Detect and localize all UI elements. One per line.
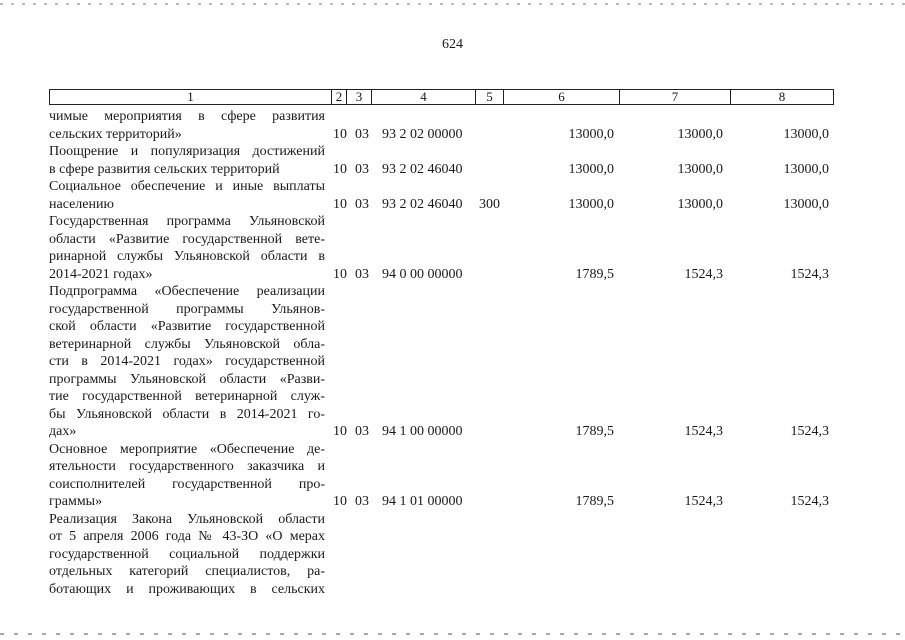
- row-cell-c2: 10: [333, 126, 347, 142]
- row-cell-c2: 10: [333, 196, 347, 212]
- row-description-line: программы Ульяновской области «Разви-: [49, 371, 325, 387]
- row-description-line: сти в 2014-2021 годах» государственной: [49, 354, 325, 369]
- row-description-line: населению: [49, 196, 114, 212]
- row-cell-c4: 93 2 02 46040: [382, 161, 463, 177]
- row-cell-c3: 03: [355, 126, 369, 142]
- row-cell-c8: 13000,0: [783, 161, 829, 177]
- row-cell-c8: 13000,0: [783, 126, 829, 142]
- row-cell-c7: 13000,0: [677, 161, 723, 177]
- row-description-line: государственной программы Ульянов-: [49, 301, 325, 317]
- row-description-line: Реализация Закона Ульяновской области: [49, 511, 325, 527]
- row-description-line: государственной социальной поддержки: [49, 546, 325, 562]
- header-cell-7: 7: [620, 90, 731, 104]
- row-cell-c3: 03: [355, 424, 369, 439]
- row-cell-c2: 10: [333, 494, 347, 509]
- scan-bottom-edge: [0, 633, 905, 635]
- row-description-line: тие государственной ветеринарной служ-: [49, 389, 325, 404]
- row-description-line: от 5 апреля 2006 года № 43-ЗО «О мерах: [49, 529, 325, 544]
- header-cell-8: 8: [778, 89, 786, 104]
- row-description-line: ской области «Развитие государственной: [49, 319, 325, 334]
- table-header-row: [49, 89, 834, 105]
- row-cell-c8: 13000,0: [783, 196, 829, 212]
- row-cell-c6: 13000,0: [568, 161, 614, 177]
- row-description-line: сельских территорий»: [49, 126, 182, 142]
- row-cell-c4: 93 2 02 00000: [382, 126, 463, 142]
- header-cell-1: 1: [50, 90, 332, 104]
- header-cell-5: 5: [476, 90, 504, 104]
- row-cell-c5: 300: [479, 196, 500, 212]
- row-cell-c7: 1524,3: [684, 494, 723, 509]
- row-description-line: бы Ульяновской области в 2014-2021 го-: [49, 406, 325, 422]
- row-cell-c2: 10: [333, 161, 347, 177]
- row-cell-c2: 10: [333, 266, 347, 282]
- row-description-line: Подпрограмма «Обеспечение реализации: [49, 284, 325, 299]
- row-description-line: соисполнителей государственной про-: [49, 476, 325, 492]
- row-cell-c3: 03: [355, 161, 369, 177]
- row-description-line: дах»: [49, 424, 77, 439]
- row-cell-c6: 13000,0: [568, 126, 614, 142]
- row-cell-c3: 03: [355, 266, 369, 282]
- row-description-line: ботающих и проживающих в сельских: [49, 581, 325, 597]
- row-cell-c7: 13000,0: [677, 196, 723, 212]
- row-description-line: Поощрение и популяризация достижений: [49, 144, 325, 159]
- page-number: 624: [442, 37, 463, 52]
- row-cell-c8: 1524,3: [790, 494, 829, 509]
- row-cell-c4: 93 2 02 46040: [382, 196, 463, 212]
- row-cell-c6: 1789,5: [575, 266, 614, 282]
- scan-top-edge: [0, 3, 905, 5]
- row-description-line: граммы»: [49, 494, 103, 509]
- row-description-line: ятельности государственного заказчика и: [49, 459, 325, 474]
- row-cell-c6: 13000,0: [568, 196, 614, 212]
- row-cell-c4: 94 1 01 00000: [382, 494, 463, 509]
- row-description-line: ринарной службы Ульяновской области в: [49, 249, 325, 264]
- row-cell-c6: 1789,5: [575, 424, 614, 439]
- row-description-line: Основное мероприятие «Обеспечение де-: [49, 441, 325, 457]
- row-cell-c3: 03: [355, 196, 369, 212]
- row-description-line: 2014-2021 годах»: [49, 266, 153, 282]
- header-cell-4: 4: [372, 90, 476, 104]
- row-description-line: отдельных категорий специалистов, ра-: [49, 564, 325, 579]
- row-description-line: ветеринарной службы Ульяновской обла-: [49, 336, 325, 352]
- row-cell-c3: 03: [355, 494, 369, 509]
- header-cell-3: 3: [347, 90, 372, 104]
- header-cell-2: 2: [332, 90, 347, 104]
- row-cell-c6: 1789,5: [575, 494, 614, 509]
- row-cell-c7: 13000,0: [677, 126, 723, 142]
- row-cell-c8: 1524,3: [790, 266, 829, 282]
- row-cell-c2: 10: [333, 424, 347, 439]
- row-cell-c4: 94 0 00 00000: [382, 266, 463, 282]
- row-description-line: чимые мероприятия в сфере развития: [49, 109, 325, 124]
- row-description-line: области «Развитие государственной вете-: [49, 231, 325, 247]
- header-cell-6: 6: [504, 90, 620, 104]
- row-cell-c7: 1524,3: [684, 424, 723, 439]
- row-cell-c4: 94 1 00 00000: [382, 424, 463, 439]
- row-description-line: Государственная программа Ульяновской: [49, 214, 325, 229]
- row-cell-c8: 1524,3: [790, 424, 829, 439]
- row-description-line: Социальное обеспечение и иные выплаты: [49, 179, 325, 194]
- row-description-line: в сфере развития сельских территорий: [49, 161, 280, 177]
- row-cell-c7: 1524,3: [684, 266, 723, 282]
